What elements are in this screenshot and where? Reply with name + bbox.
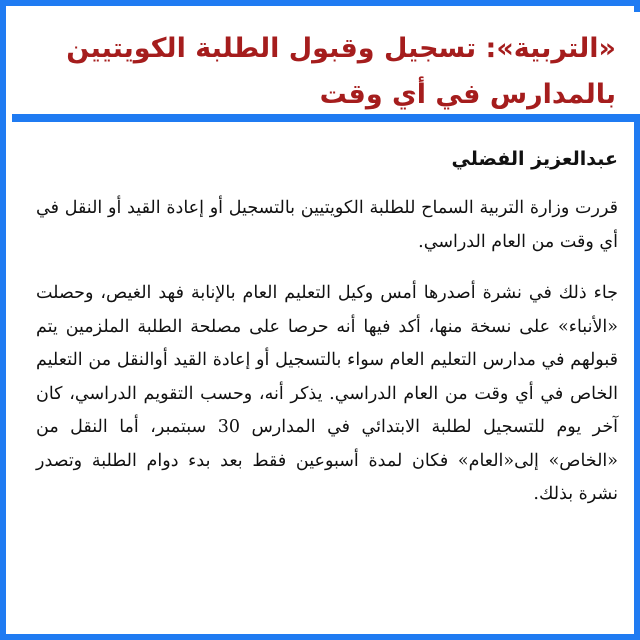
paragraph-1: قررت وزارة التربية السماح للطلبة الكويتيين بالتسجيل أو إعادة القيد أو النقل في أي وقت من العام الدراسي. <box>36 198 618 252</box>
headline <box>32 26 616 118</box>
author-byline: عبدالعزيز الفضلي <box>451 148 618 170</box>
headline-line-1: «التربية»: تسجيل وقبول الطلبة الكويتيين <box>66 33 616 64</box>
article-body <box>12 130 640 640</box>
headline-line-2: بالمدارس في أي وقت <box>319 79 616 110</box>
paragraph-2: جاء ذلك في نشرة أصدرها أمس وكيل التعليم العام بالإنابة فهد الغيص، وحصلت «الأنباء» على نسخة منها، أكد فيها أنه حرصا على مصلحة الطلبة الملزمين يتم قبولهم في مدارس التعليم العام سواء بالتسجيل أو إعادة القيد أوالنقل من التعليم الخاص في أي وقت من العام الدراسي. يذكر أنه، وحسب التقويم الدراسي، كان آخر يوم للتسجيل لطلبة الابتدائي في المدارس 30 سبتمبر، أما النقل من «الخاص» إلى«العام» فكان لمدة أسبوعين فقط بعد بدء دوام الطلبة وتصدر نشرة بذلك. <box>36 283 618 504</box>
headline-box <box>12 12 640 122</box>
